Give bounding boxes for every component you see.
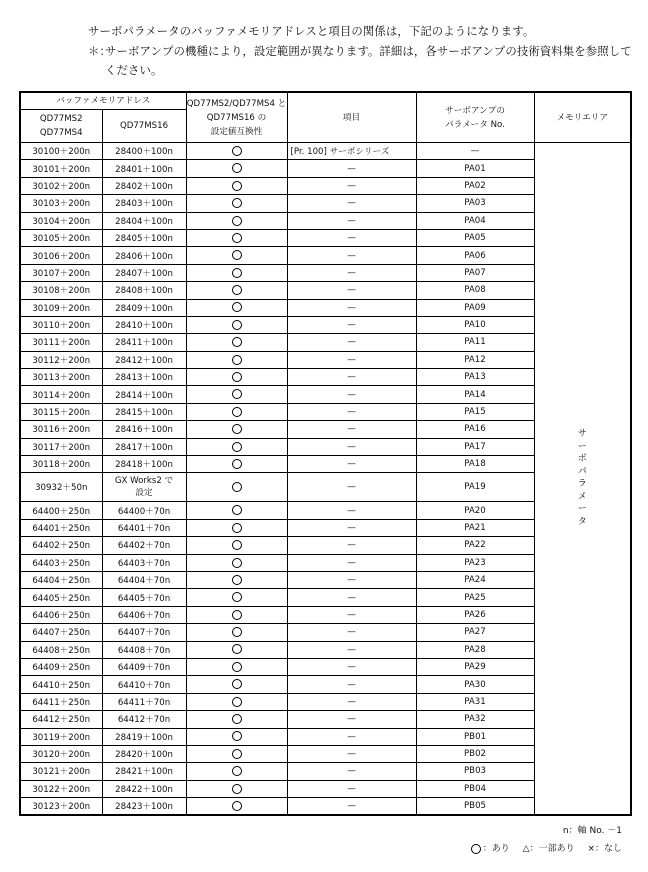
compatibility-cell xyxy=(186,658,287,675)
item-cell: — xyxy=(287,728,416,745)
circle-icon xyxy=(232,442,242,452)
compatibility-cell xyxy=(186,571,287,588)
address-qd77ms16: 28420＋100n xyxy=(102,745,186,762)
memory-area-char: ー xyxy=(577,504,587,515)
address-qd77ms16: 28414＋100n xyxy=(102,386,186,403)
compatibility-cell xyxy=(186,780,287,797)
address-qd77ms16: 64403＋70n xyxy=(102,554,186,571)
address-qd77ms16: 64407＋70n xyxy=(102,624,186,641)
compatibility-cell xyxy=(186,624,287,641)
circle-icon xyxy=(232,250,242,260)
address-qd77ms2-ms4: 64400＋250n xyxy=(20,502,102,519)
parameter-no-cell: PA08 xyxy=(416,282,534,299)
address-qd77ms2-ms4: 30116＋200n xyxy=(20,421,102,438)
address-qd77ms2-ms4: 64404＋250n xyxy=(20,571,102,588)
circle-icon xyxy=(232,749,242,759)
address-qd77ms16: 28418＋100n xyxy=(102,456,186,473)
address-qd77ms2-ms4: 30107＋200n xyxy=(20,264,102,281)
item-cell: — xyxy=(287,519,416,536)
circle-icon xyxy=(232,679,242,689)
compatibility-cell xyxy=(186,421,287,438)
address-qd77ms2-ms4: 64410＋250n xyxy=(20,676,102,693)
item-cell: — xyxy=(287,229,416,246)
parameter-no-cell: PA23 xyxy=(416,554,534,571)
address-qd77ms2-ms4: 30932＋50n xyxy=(20,473,102,502)
parameter-no-cell: PA01 xyxy=(416,160,534,177)
memory-area-char: メ xyxy=(577,491,587,502)
address-qd77ms2-ms4: 30123＋200n xyxy=(20,798,102,815)
compatibility-cell xyxy=(186,177,287,194)
circle-icon xyxy=(232,163,242,173)
address-qd77ms2-ms4: 64403＋250n xyxy=(20,554,102,571)
item-cell: — xyxy=(287,369,416,386)
parameter-no-cell: PA12 xyxy=(416,351,534,368)
memory-area-label xyxy=(578,428,587,528)
address-qd77ms16: 28407＋100n xyxy=(102,264,186,281)
item-cell: — xyxy=(287,537,416,554)
address-qd77ms2-ms4: 30105＋200n xyxy=(20,229,102,246)
address-qd77ms16: 28411＋100n xyxy=(102,334,186,351)
parameter-no-cell: PA13 xyxy=(416,369,534,386)
header-buffer-address: バッファメモリアドレス xyxy=(20,92,186,110)
item-cell: — xyxy=(287,745,416,762)
address-qd77ms16: 28408＋100n xyxy=(102,282,186,299)
item-cell: — xyxy=(287,264,416,281)
address-qd77ms2-ms4: 30114＋200n xyxy=(20,386,102,403)
parameter-no-cell: PA24 xyxy=(416,571,534,588)
circle-icon xyxy=(232,459,242,469)
address-qd77ms2-ms4: 30101＋200n xyxy=(20,160,102,177)
item-cell: — xyxy=(287,798,416,815)
address-qd77ms2-ms4: 30113＋200n xyxy=(20,369,102,386)
item-cell: — xyxy=(287,763,416,780)
buffer-memory-table xyxy=(19,91,632,816)
item-cell: — xyxy=(287,658,416,675)
parameter-no-cell: PA14 xyxy=(416,386,534,403)
compatibility-cell xyxy=(186,519,287,536)
address-qd77ms16: 28416＋100n xyxy=(102,421,186,438)
legend-none: ×：なし xyxy=(587,844,622,854)
circle-icon xyxy=(232,766,242,776)
parameter-no-cell: PA30 xyxy=(416,676,534,693)
compatibility-cell xyxy=(186,229,287,246)
address-qd77ms2-ms4: 30111＋200n xyxy=(20,334,102,351)
compatibility-cell xyxy=(186,299,287,316)
address-qd77ms2-ms4: 30121＋200n xyxy=(20,763,102,780)
circle-icon xyxy=(232,714,242,724)
compatibility-cell xyxy=(186,316,287,333)
compatibility-cell xyxy=(186,763,287,780)
compatibility-cell xyxy=(186,212,287,229)
circle-icon xyxy=(232,731,242,741)
circle-icon xyxy=(232,337,242,347)
parameter-no-cell: PA11 xyxy=(416,334,534,351)
memory-area-char: タ xyxy=(577,516,587,527)
circle-icon xyxy=(232,424,242,434)
parameter-no-cell: PA17 xyxy=(416,438,534,455)
compatibility-cell xyxy=(186,676,287,693)
circle-icon xyxy=(232,407,242,417)
circle-icon xyxy=(232,505,242,515)
parameter-no-cell: PB01 xyxy=(416,728,534,745)
address-qd77ms16: 28405＋100n xyxy=(102,229,186,246)
circle-icon xyxy=(232,662,242,672)
circle-icon xyxy=(232,233,242,243)
address-qd77ms2-ms4: 30117＋200n xyxy=(20,438,102,455)
compatibility-cell xyxy=(186,745,287,762)
address-qd77ms2-ms4: 30106＋200n xyxy=(20,247,102,264)
item-cell: — xyxy=(287,624,416,641)
address-qd77ms2-ms4: 30102＋200n xyxy=(20,177,102,194)
circle-icon xyxy=(232,320,242,330)
circle-icon xyxy=(232,801,242,811)
axis-note: n：軸 No. －1 xyxy=(562,826,622,836)
address-qd77ms16: 28410＋100n xyxy=(102,316,186,333)
parameter-no-cell: PA20 xyxy=(416,502,534,519)
compatibility-cell xyxy=(186,711,287,728)
address-qd77ms16: 28417＋100n xyxy=(102,438,186,455)
memory-area-char: ラ xyxy=(577,479,587,490)
address-qd77ms2-ms4: 64409＋250n xyxy=(20,658,102,675)
circle-icon xyxy=(232,610,242,620)
memory-area-char: パ xyxy=(577,466,587,477)
address-qd77ms16: 28421＋100n xyxy=(102,763,186,780)
address-qd77ms16: 64406＋70n xyxy=(102,606,186,623)
parameter-no-cell: — xyxy=(416,143,534,160)
parameter-no-cell: PA32 xyxy=(416,711,534,728)
address-qd77ms16: 64408＋70n xyxy=(102,641,186,658)
memory-area-char: ー xyxy=(577,441,587,452)
parameter-no-cell: PB02 xyxy=(416,745,534,762)
item-cell: — xyxy=(287,711,416,728)
parameter-no-cell: PA07 xyxy=(416,264,534,281)
address-qd77ms16: 64411＋70n xyxy=(102,693,186,710)
address-qd77ms16: 28415＋100n xyxy=(102,403,186,420)
address-qd77ms16: 64400＋70n xyxy=(102,502,186,519)
circle-icon xyxy=(232,627,242,637)
address-qd77ms16: 28404＋100n xyxy=(102,212,186,229)
parameter-no-cell: PA31 xyxy=(416,693,534,710)
compatibility-cell xyxy=(186,264,287,281)
compatibility-cell xyxy=(186,798,287,815)
circle-icon xyxy=(232,575,242,585)
compatibility-cell xyxy=(186,369,287,386)
item-cell: — xyxy=(287,403,416,420)
memory-area-cell xyxy=(534,143,631,815)
address-qd77ms2-ms4: 64407＋250n xyxy=(20,624,102,641)
item-cell: — xyxy=(287,299,416,316)
legend xyxy=(461,840,622,858)
address-qd77ms2-ms4: 30120＋200n xyxy=(20,745,102,762)
item-cell: — xyxy=(287,606,416,623)
address-qd77ms16: 64404＋70n xyxy=(102,571,186,588)
note-mark: ＊： xyxy=(88,43,111,58)
compatibility-cell xyxy=(186,473,287,502)
item-cell: — xyxy=(287,589,416,606)
item-cell: — xyxy=(287,160,416,177)
address-qd77ms16: 64402＋70n xyxy=(102,537,186,554)
parameter-no-cell: PA02 xyxy=(416,177,534,194)
item-cell: — xyxy=(287,195,416,212)
address-qd77ms16: 28413＋100n xyxy=(102,369,186,386)
item-cell: — xyxy=(287,421,416,438)
address-qd77ms2-ms4: 30122＋200n xyxy=(20,780,102,797)
header-parameter-no: サーボアンプの パラメータ No. xyxy=(416,92,534,143)
table-row xyxy=(20,143,631,160)
circle-icon xyxy=(232,644,242,654)
item-cell: — xyxy=(287,177,416,194)
address-qd77ms2-ms4: 64402＋250n xyxy=(20,537,102,554)
compatibility-cell xyxy=(186,456,287,473)
address-qd77ms2-ms4: 30112＋200n xyxy=(20,351,102,368)
circle-icon xyxy=(232,181,242,191)
legend-yes xyxy=(471,840,510,858)
circle-icon xyxy=(232,784,242,794)
parameter-no-cell: PA19 xyxy=(416,473,534,502)
parameter-no-cell: PA04 xyxy=(416,212,534,229)
parameter-no-cell: PA16 xyxy=(416,421,534,438)
memory-area-char: ボ xyxy=(577,454,587,465)
compatibility-cell xyxy=(186,403,287,420)
parameter-no-cell: PA10 xyxy=(416,316,534,333)
circle-icon xyxy=(232,302,242,312)
circle-icon xyxy=(232,523,242,533)
circle-icon xyxy=(232,285,242,295)
address-qd77ms16: 64412＋70n xyxy=(102,711,186,728)
compatibility-cell xyxy=(186,143,287,160)
compatibility-cell xyxy=(186,351,287,368)
address-qd77ms16: 64409＋70n xyxy=(102,658,186,675)
address-qd77ms2-ms4: 30108＋200n xyxy=(20,282,102,299)
header-item: 項目 xyxy=(287,92,416,143)
parameter-no-cell: PA26 xyxy=(416,606,534,623)
intro-note xyxy=(88,42,633,81)
address-qd77ms2-ms4: 64406＋250n xyxy=(20,606,102,623)
address-qd77ms16: 64410＋70n xyxy=(102,676,186,693)
header-qd77ms16: QD77MS16 xyxy=(102,110,186,143)
memory-area-char: サ xyxy=(577,429,587,440)
parameter-no-cell: PA18 xyxy=(416,456,534,473)
address-qd77ms2-ms4: 30119＋200n xyxy=(20,728,102,745)
address-qd77ms16: 64401＋70n xyxy=(102,519,186,536)
circle-icon xyxy=(232,355,242,365)
parameter-no-cell: PA22 xyxy=(416,537,534,554)
parameter-no-cell: PB03 xyxy=(416,763,534,780)
compatibility-cell xyxy=(186,554,287,571)
note-text: サーボアンプの機種により，設定範囲が異なります。詳細は，各サーボアンプの技術資料集を参照してください。 xyxy=(105,43,632,77)
compatibility-cell xyxy=(186,606,287,623)
parameter-no-cell: PA21 xyxy=(416,519,534,536)
compatibility-cell xyxy=(186,438,287,455)
parameter-no-cell: PB04 xyxy=(416,780,534,797)
compatibility-cell xyxy=(186,282,287,299)
circle-icon xyxy=(232,540,242,550)
item-cell: — xyxy=(287,386,416,403)
compatibility-cell xyxy=(186,386,287,403)
address-qd77ms16: 28423＋100n xyxy=(102,798,186,815)
address-qd77ms16: GX Works2 で 設定 xyxy=(102,473,186,502)
address-qd77ms2-ms4: 64401＋250n xyxy=(20,519,102,536)
compatibility-cell xyxy=(186,502,287,519)
parameter-no-cell: PA27 xyxy=(416,624,534,641)
item-cell: — xyxy=(287,438,416,455)
compatibility-cell xyxy=(186,334,287,351)
item-cell: — xyxy=(287,212,416,229)
parameter-no-cell: PB05 xyxy=(416,798,534,815)
parameter-no-cell: PA28 xyxy=(416,641,534,658)
compatibility-cell xyxy=(186,537,287,554)
item-cell: — xyxy=(287,502,416,519)
compatibility-cell xyxy=(186,589,287,606)
table-body xyxy=(20,143,631,815)
parameter-no-cell: PA03 xyxy=(416,195,534,212)
circle-icon xyxy=(471,844,481,854)
compatibility-cell xyxy=(186,247,287,264)
circle-icon xyxy=(232,268,242,278)
parameter-no-cell: PA06 xyxy=(416,247,534,264)
item-cell: [Pr. 100] サーボシリーズ xyxy=(287,143,416,160)
circle-icon xyxy=(232,592,242,602)
parameter-no-cell: PA09 xyxy=(416,299,534,316)
item-cell: — xyxy=(287,693,416,710)
parameter-no-cell: PA15 xyxy=(416,403,534,420)
address-qd77ms16: 28400＋100n xyxy=(102,143,186,160)
circle-icon xyxy=(232,697,242,707)
address-qd77ms16: 28403＋100n xyxy=(102,195,186,212)
circle-icon xyxy=(232,389,242,399)
address-qd77ms2-ms4: 30100＋200n xyxy=(20,143,102,160)
compatibility-cell xyxy=(186,160,287,177)
item-cell: — xyxy=(287,247,416,264)
item-cell: — xyxy=(287,780,416,797)
address-qd77ms2-ms4: 30115＋200n xyxy=(20,403,102,420)
item-cell: — xyxy=(287,456,416,473)
circle-icon xyxy=(232,558,242,568)
compatibility-cell xyxy=(186,728,287,745)
circle-icon xyxy=(232,216,242,226)
legend-partial: △：一部あり xyxy=(522,844,575,854)
item-cell: — xyxy=(287,316,416,333)
intro-line: サーボパラメータのバッファメモリアドレスと項目の関係は，下記のようになります。 xyxy=(88,24,535,38)
address-qd77ms2-ms4: 64412＋250n xyxy=(20,711,102,728)
header-memory-area: メモリエリア xyxy=(534,92,631,143)
parameter-no-cell: PA25 xyxy=(416,589,534,606)
address-qd77ms16: 64405＋70n xyxy=(102,589,186,606)
address-qd77ms2-ms4: 30110＋200n xyxy=(20,316,102,333)
address-qd77ms16: 28409＋100n xyxy=(102,299,186,316)
intro-text xyxy=(88,22,633,81)
address-qd77ms2-ms4: 64405＋250n xyxy=(20,589,102,606)
circle-icon xyxy=(232,482,242,492)
footer xyxy=(461,822,622,858)
item-cell: — xyxy=(287,554,416,571)
header-compatibility: QD77MS2/QD77MS4 と QD77MS16 の 設定値互換性 xyxy=(186,92,287,143)
item-cell: — xyxy=(287,641,416,658)
item-cell: — xyxy=(287,571,416,588)
parameter-no-cell: PA29 xyxy=(416,658,534,675)
legend-yes-label: ：あり xyxy=(482,844,510,854)
address-qd77ms2-ms4: 30118＋200n xyxy=(20,456,102,473)
address-qd77ms2-ms4: 30104＋200n xyxy=(20,212,102,229)
parameter-no-cell: PA05 xyxy=(416,229,534,246)
item-cell: — xyxy=(287,282,416,299)
address-qd77ms2-ms4: 30103＋200n xyxy=(20,195,102,212)
item-cell: — xyxy=(287,351,416,368)
address-qd77ms16: 28402＋100n xyxy=(102,177,186,194)
circle-icon xyxy=(232,198,242,208)
circle-icon xyxy=(232,372,242,382)
item-cell: — xyxy=(287,676,416,693)
address-qd77ms16: 28401＋100n xyxy=(102,160,186,177)
compatibility-cell xyxy=(186,195,287,212)
address-qd77ms16: 28406＋100n xyxy=(102,247,186,264)
address-qd77ms2-ms4: 30109＋200n xyxy=(20,299,102,316)
address-qd77ms16: 28412＋100n xyxy=(102,351,186,368)
item-cell: — xyxy=(287,334,416,351)
address-qd77ms16: 28419＋100n xyxy=(102,728,186,745)
circle-icon xyxy=(232,146,242,156)
address-qd77ms16: 28422＋100n xyxy=(102,780,186,797)
address-qd77ms2-ms4: 64408＋250n xyxy=(20,641,102,658)
header-qd77ms2-ms4: QD77MS2 QD77MS4 xyxy=(20,110,102,143)
compatibility-cell xyxy=(186,693,287,710)
address-qd77ms2-ms4: 64411＋250n xyxy=(20,693,102,710)
compatibility-cell xyxy=(186,641,287,658)
item-cell: — xyxy=(287,473,416,502)
